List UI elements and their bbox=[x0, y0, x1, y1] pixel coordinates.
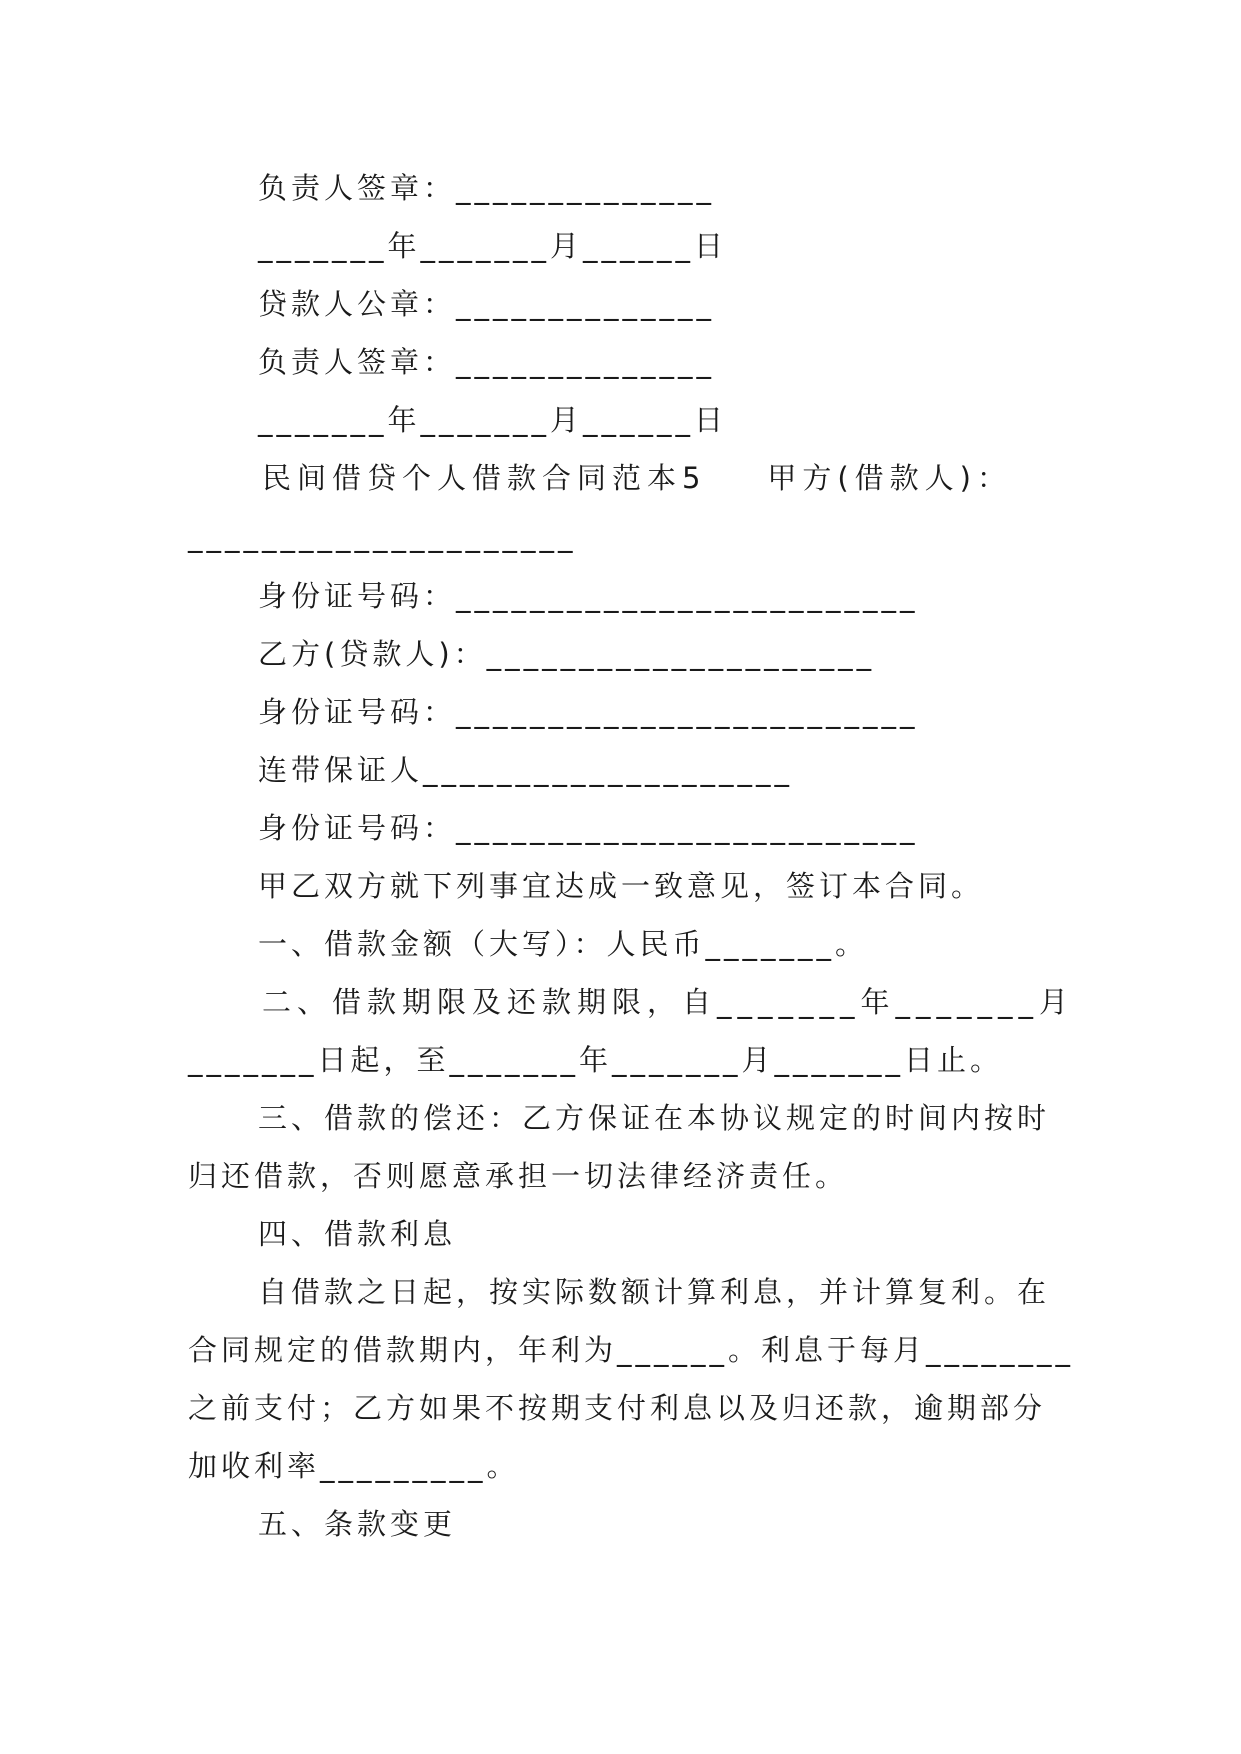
principal-signature-line-2: 负责人签章：______________ bbox=[258, 345, 716, 379]
clause-4-heading: 四、借款利息 bbox=[258, 1217, 457, 1251]
party-a-id-line: 身份证号码：_________________________ bbox=[258, 579, 919, 613]
contract-title-line: 民间借贷个人借款合同范本5 甲方(借款人)： bbox=[262, 461, 1012, 495]
party-b-id-line: 身份证号码：_________________________ bbox=[258, 695, 919, 729]
date-line-1: _______年_______月______日 bbox=[258, 229, 728, 263]
agreement-intro: 甲乙双方就下列事宜达成一致意见，签订本合同。 bbox=[258, 869, 985, 903]
clause-3-repayment: 三、借款的偿还：乙方保证在本协议规定的时间内按时 bbox=[258, 1101, 1051, 1135]
clause-4-body-1: 自借款之日起，按实际数额计算利息，并计算复利。在 bbox=[258, 1275, 1051, 1309]
clause-4-body-4: 加收利率_________。 bbox=[188, 1449, 520, 1483]
clause-2-term: 二、借款期限及还款期限，自_______年_______月 bbox=[262, 985, 1075, 1019]
principal-signature-line-1: 负责人签章：______________ bbox=[258, 171, 716, 205]
lender-seal-line: 贷款人公章：______________ bbox=[258, 287, 716, 321]
clause-4-body-2: 合同规定的借款期内，年利为______。利息于每月________ bbox=[188, 1333, 1075, 1367]
date-line-2: _______年_______月______日 bbox=[258, 403, 728, 437]
party-b-line: 乙方(贷款人)：_____________________ bbox=[258, 637, 876, 671]
clause-1-amount: 一、借款金额（大写）：人民币_______。 bbox=[258, 927, 869, 961]
clause-4-body-3: 之前支付；乙方如果不按期支付利息以及归还款，逾期部分 bbox=[188, 1391, 1047, 1425]
clause-2-term-cont: _______日起，至_______年_______月_______日止。 bbox=[188, 1043, 1004, 1077]
clause-3-repayment-cont: 归还借款，否则愿意承担一切法律经济责任。 bbox=[188, 1159, 849, 1193]
clause-5-heading: 五、条款变更 bbox=[258, 1507, 457, 1541]
guarantor-line: 连带保证人____________________ bbox=[258, 753, 794, 787]
borrower-name-blank: _____________________ bbox=[188, 519, 577, 553]
guarantor-id-line: 身份证号码：_________________________ bbox=[258, 811, 919, 845]
